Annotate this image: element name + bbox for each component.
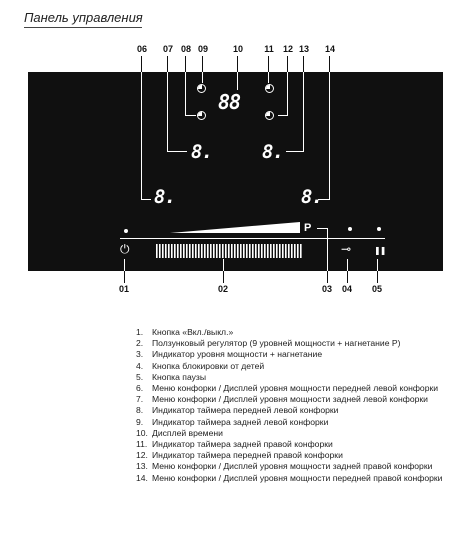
legend-text: Кнопка «Вкл./выкл.» [152, 327, 234, 337]
callout-12: 12 [282, 44, 293, 54]
callout-13: 13 [298, 44, 309, 54]
leader-09 [202, 72, 203, 83]
legend-text: Индикатор таймера передней левой конфорки [152, 405, 339, 416]
leader-14 [329, 72, 330, 199]
legend-item [136, 461, 456, 472]
timer-indicator-front-left [197, 111, 206, 120]
legend-number: 7. [136, 394, 144, 405]
legend-number: 6. [136, 383, 144, 394]
power-button[interactable]: ⏻ [120, 242, 130, 256]
pause-button-dot [377, 227, 381, 231]
legend-text: Индикатор таймера передней правой конфорки [152, 450, 343, 461]
legend-text: Меню конфорки / Дисплей уровня мощности передней правой конфорки [152, 472, 443, 483]
legend-number: 2. [136, 338, 144, 349]
power-level-indicator [170, 222, 300, 234]
legend-text: Кнопка блокировки от детей [152, 360, 265, 371]
leader-08 [185, 72, 186, 115]
legend-list [136, 327, 456, 484]
timer-indicator-rear-left [197, 84, 206, 93]
leader-07-h [167, 151, 187, 152]
leader-01-bottom [124, 271, 125, 283]
leader-09-top [202, 56, 203, 72]
leader-13 [303, 72, 304, 151]
leader-06 [141, 72, 142, 199]
callout-01: 01 [118, 284, 129, 294]
legend-number: 9. [136, 416, 144, 427]
legend-number: 8. [136, 405, 144, 416]
legend-number: 12. [136, 450, 148, 461]
legend-item [136, 450, 456, 461]
leader-12-h [278, 115, 288, 116]
callout-08: 08 [180, 44, 191, 54]
legend-text: Меню конфорки / Дисплей уровня мощности задней правой конфорки [152, 461, 433, 472]
callout-05: 05 [371, 284, 382, 294]
leader-05-bottom [377, 271, 378, 283]
legend-text: Кнопка паузы [152, 371, 207, 382]
leader-10-top [237, 56, 238, 72]
callout-07: 07 [162, 44, 173, 54]
power-button-dot [124, 229, 128, 233]
leader-13-top [303, 56, 304, 72]
legend-text: Индикатор таймера задней правой конфорки [152, 439, 333, 450]
title-underline [24, 27, 142, 28]
page-title: Панель управления [24, 10, 143, 25]
callout-14: 14 [324, 44, 335, 54]
callout-06: 06 [136, 44, 147, 54]
legend-item [136, 405, 456, 416]
legend-number: 10. [136, 427, 148, 438]
leader-02-bottom [223, 271, 224, 283]
timer-indicator-front-right [265, 111, 274, 120]
legend-item [136, 428, 456, 439]
leader-12-top [287, 56, 288, 72]
legend-item [136, 372, 456, 383]
leader-08-h [185, 115, 196, 116]
leader-10 [237, 72, 238, 90]
legend-number: 3. [136, 349, 144, 360]
leader-08-top [185, 56, 186, 72]
legend-number: 14. [136, 472, 148, 483]
power-slider[interactable] [156, 244, 302, 258]
leader-05 [377, 259, 378, 271]
leader-03 [327, 228, 328, 271]
legend-item [136, 417, 456, 428]
zone-display-rear-left[interactable]: 8. [191, 141, 212, 163]
child-lock-button[interactable]: ⊸ [341, 242, 352, 256]
leader-04-bottom [347, 271, 348, 283]
leader-07 [167, 72, 168, 151]
legend-item [136, 338, 456, 349]
callout-11: 11 [264, 44, 274, 54]
leader-04 [347, 259, 348, 271]
slider-track-line [120, 238, 385, 239]
callout-09: 09 [197, 44, 208, 54]
legend-text: Ползунковый регулятор (9 уровней мощности + нагнетание Р) [152, 338, 401, 349]
zone-display-rear-right[interactable]: 8. [262, 141, 283, 163]
leader-06-top [141, 56, 142, 72]
legend-number: 1. [136, 327, 144, 337]
leader-03-bottom [327, 271, 328, 283]
legend-item [136, 361, 456, 372]
callout-03: 03 [321, 284, 332, 294]
lock-button-dot [348, 227, 352, 231]
timer-indicator-rear-right [265, 84, 274, 93]
leader-13-h [286, 151, 304, 152]
legend-text: Меню конфорки / Дисплей уровня мощности передней левой конфорки [152, 383, 439, 394]
legend-number: 4. [136, 360, 144, 371]
boost-label: P [304, 222, 312, 234]
leader-12 [287, 72, 288, 115]
legend-item [136, 439, 456, 450]
callout-02: 02 [217, 284, 228, 294]
leader-02 [223, 259, 224, 271]
callout-10: 10 [232, 44, 243, 54]
legend-number: 5. [136, 371, 144, 382]
leader-14-top [329, 56, 330, 72]
zone-display-front-left[interactable]: 8. [154, 186, 175, 208]
leader-11 [268, 72, 269, 83]
legend-item [136, 473, 456, 484]
legend-text: Индикатор таймера задней левой конфорки [152, 416, 329, 427]
legend-number: 13. [136, 461, 148, 472]
callout-04: 04 [341, 284, 352, 294]
leader-06-h [141, 199, 151, 200]
leader-07-top [167, 56, 168, 72]
leader-01 [124, 259, 125, 271]
legend-number: 11. [136, 439, 148, 450]
legend-item [136, 327, 456, 338]
pause-button[interactable]: ❚❚ [374, 246, 386, 255]
legend-text: Меню конфорки / Дисплей уровня мощности задней левой конфорки [152, 394, 428, 405]
legend-item [136, 394, 456, 405]
control-panel [28, 72, 443, 271]
zone-display-front-right[interactable]: 8. [301, 186, 322, 208]
legend-text: Дисплей времени [152, 427, 223, 438]
leader-11-top [268, 56, 269, 72]
time-display: 88 [218, 90, 241, 114]
legend-item [136, 349, 456, 360]
legend-item [136, 383, 456, 394]
legend-text: Индикатор уровня мощности + нагнетание [152, 349, 323, 360]
